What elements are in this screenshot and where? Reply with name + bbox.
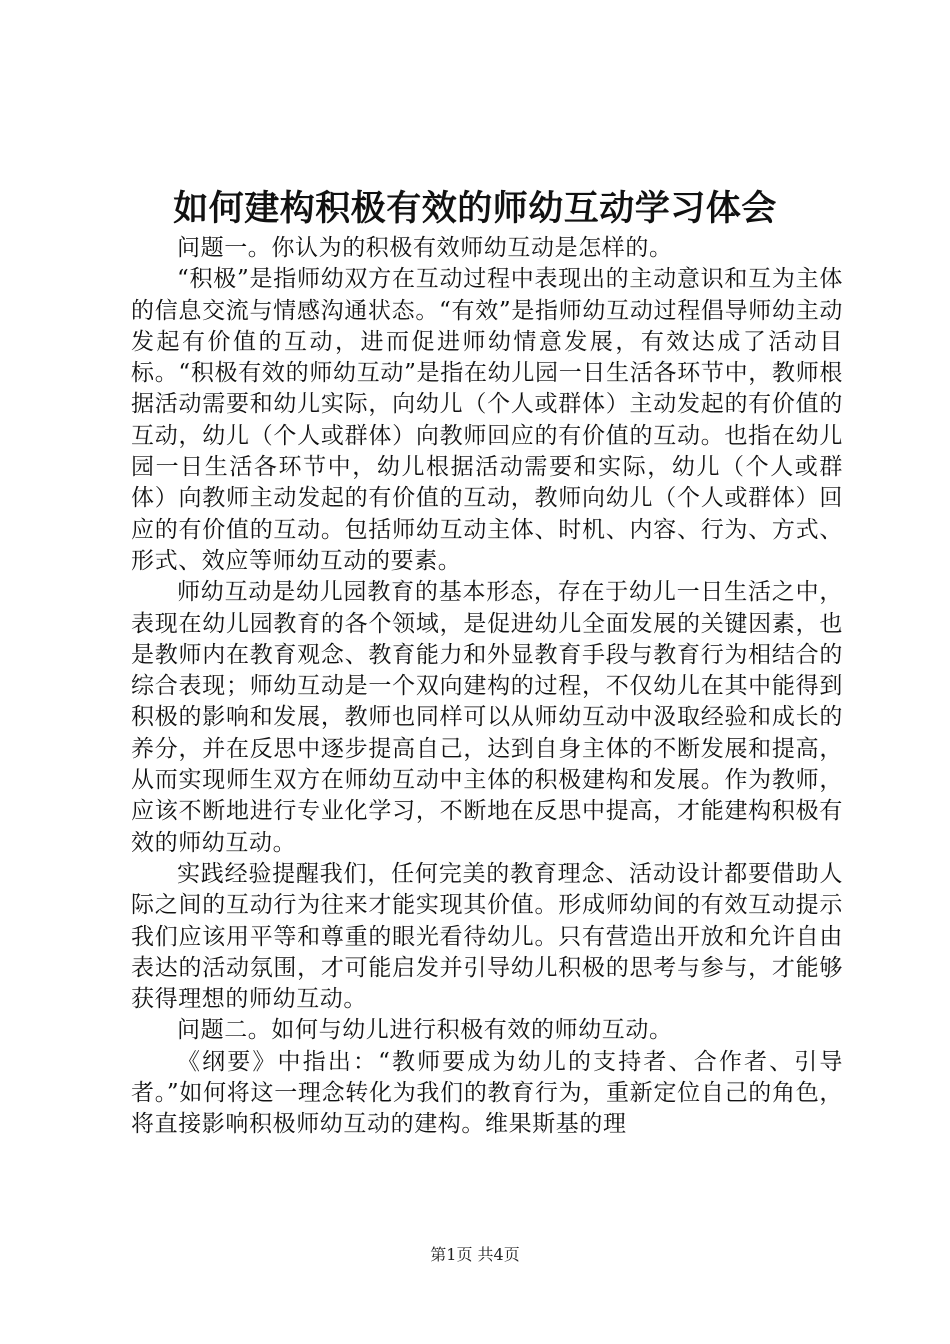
- paragraph-interaction-basics: 师幼互动是幼儿园教育的基本形态，存在于幼儿一日生活之中，表现在幼儿园教育的各个领域，是促进幼儿全面发展的关键因素，也是教师内在教育观念、教育能力和外显教育手段与教育行为相结合的综合表现；师幼互动是一个双向建构的过程，不仅幼儿在其中能得到积极的影响和发展，教师也同样可以从师幼互动中汲取经验和成长的养分，并在反思中逐步提高自己，达到自身主体的不断发展和提高，从而实现师生双方在师幼互动中主体的积极建构和发展。作为教师，应该不断地进行专业化学习，不断地在反思中提高，才能建构积极有效的师幼互动。: [131, 579, 843, 856]
- document-body: [131, 233, 843, 1141]
- paragraph-practice-experience: 实践经验提醒我们，任何完美的教育理念、活动设计都要借助人际之间的互动行为往来才能实现其价值。形成师幼间的有效互动提示我们应该用平等和尊重的眼光看待幼儿。只有营造出开放和允许自由表达的活动氛围，才可能启发并引导幼儿积极的思考与参与，才能够获得理想的师幼互动。: [131, 860, 843, 1013]
- paragraph-definition: “积极”是指师幼双方在互动过程中表现出的主动意识和互为主体的信息交流与情感沟通状态。“有效”是指师幼互动过程倡导师幼主动发起有价值的互动，进而促进师幼情意发展，有效达成了活动目标。“积极有效的师幼互动”是指在幼儿园一日生活各环节中，教师根据活动需要和幼儿实际，向幼儿（个人或群体）主动发起的有价值的互动，幼儿（个人或群体）向教师回应的有价值的互动。也指在幼儿园一日生活各环节中，幼儿根据活动需要和实际，幼儿（个人或群体）向教师主动发起的有价值的互动，教师向幼儿（个人或群体）回应的有价值的互动。包括师幼互动主体、时机、内容、行为、方式、形式、效应等师幼互动的要素。: [131, 266, 843, 574]
- paragraph-question-two: 问题二。如何与幼儿进行积极有效的师幼互动。: [177, 1017, 673, 1044]
- paragraph-outline: 《纲要》中指出：“教师要成为幼儿的支持者、合作者、引导者。”如何将这一理念转化为我们的教育行为，重新定位自己的角色，将直接影响积极师幼互动的建构。维果斯基的理: [131, 1048, 843, 1138]
- paragraph-question-one: 问题一。你认为的积极有效师幼互动是怎样的。: [177, 235, 673, 261]
- document-title: 如何建构积极有效的师幼互动学习体会: [173, 188, 777, 229]
- page-number-footer: 第1页 共4页: [430, 1245, 520, 1264]
